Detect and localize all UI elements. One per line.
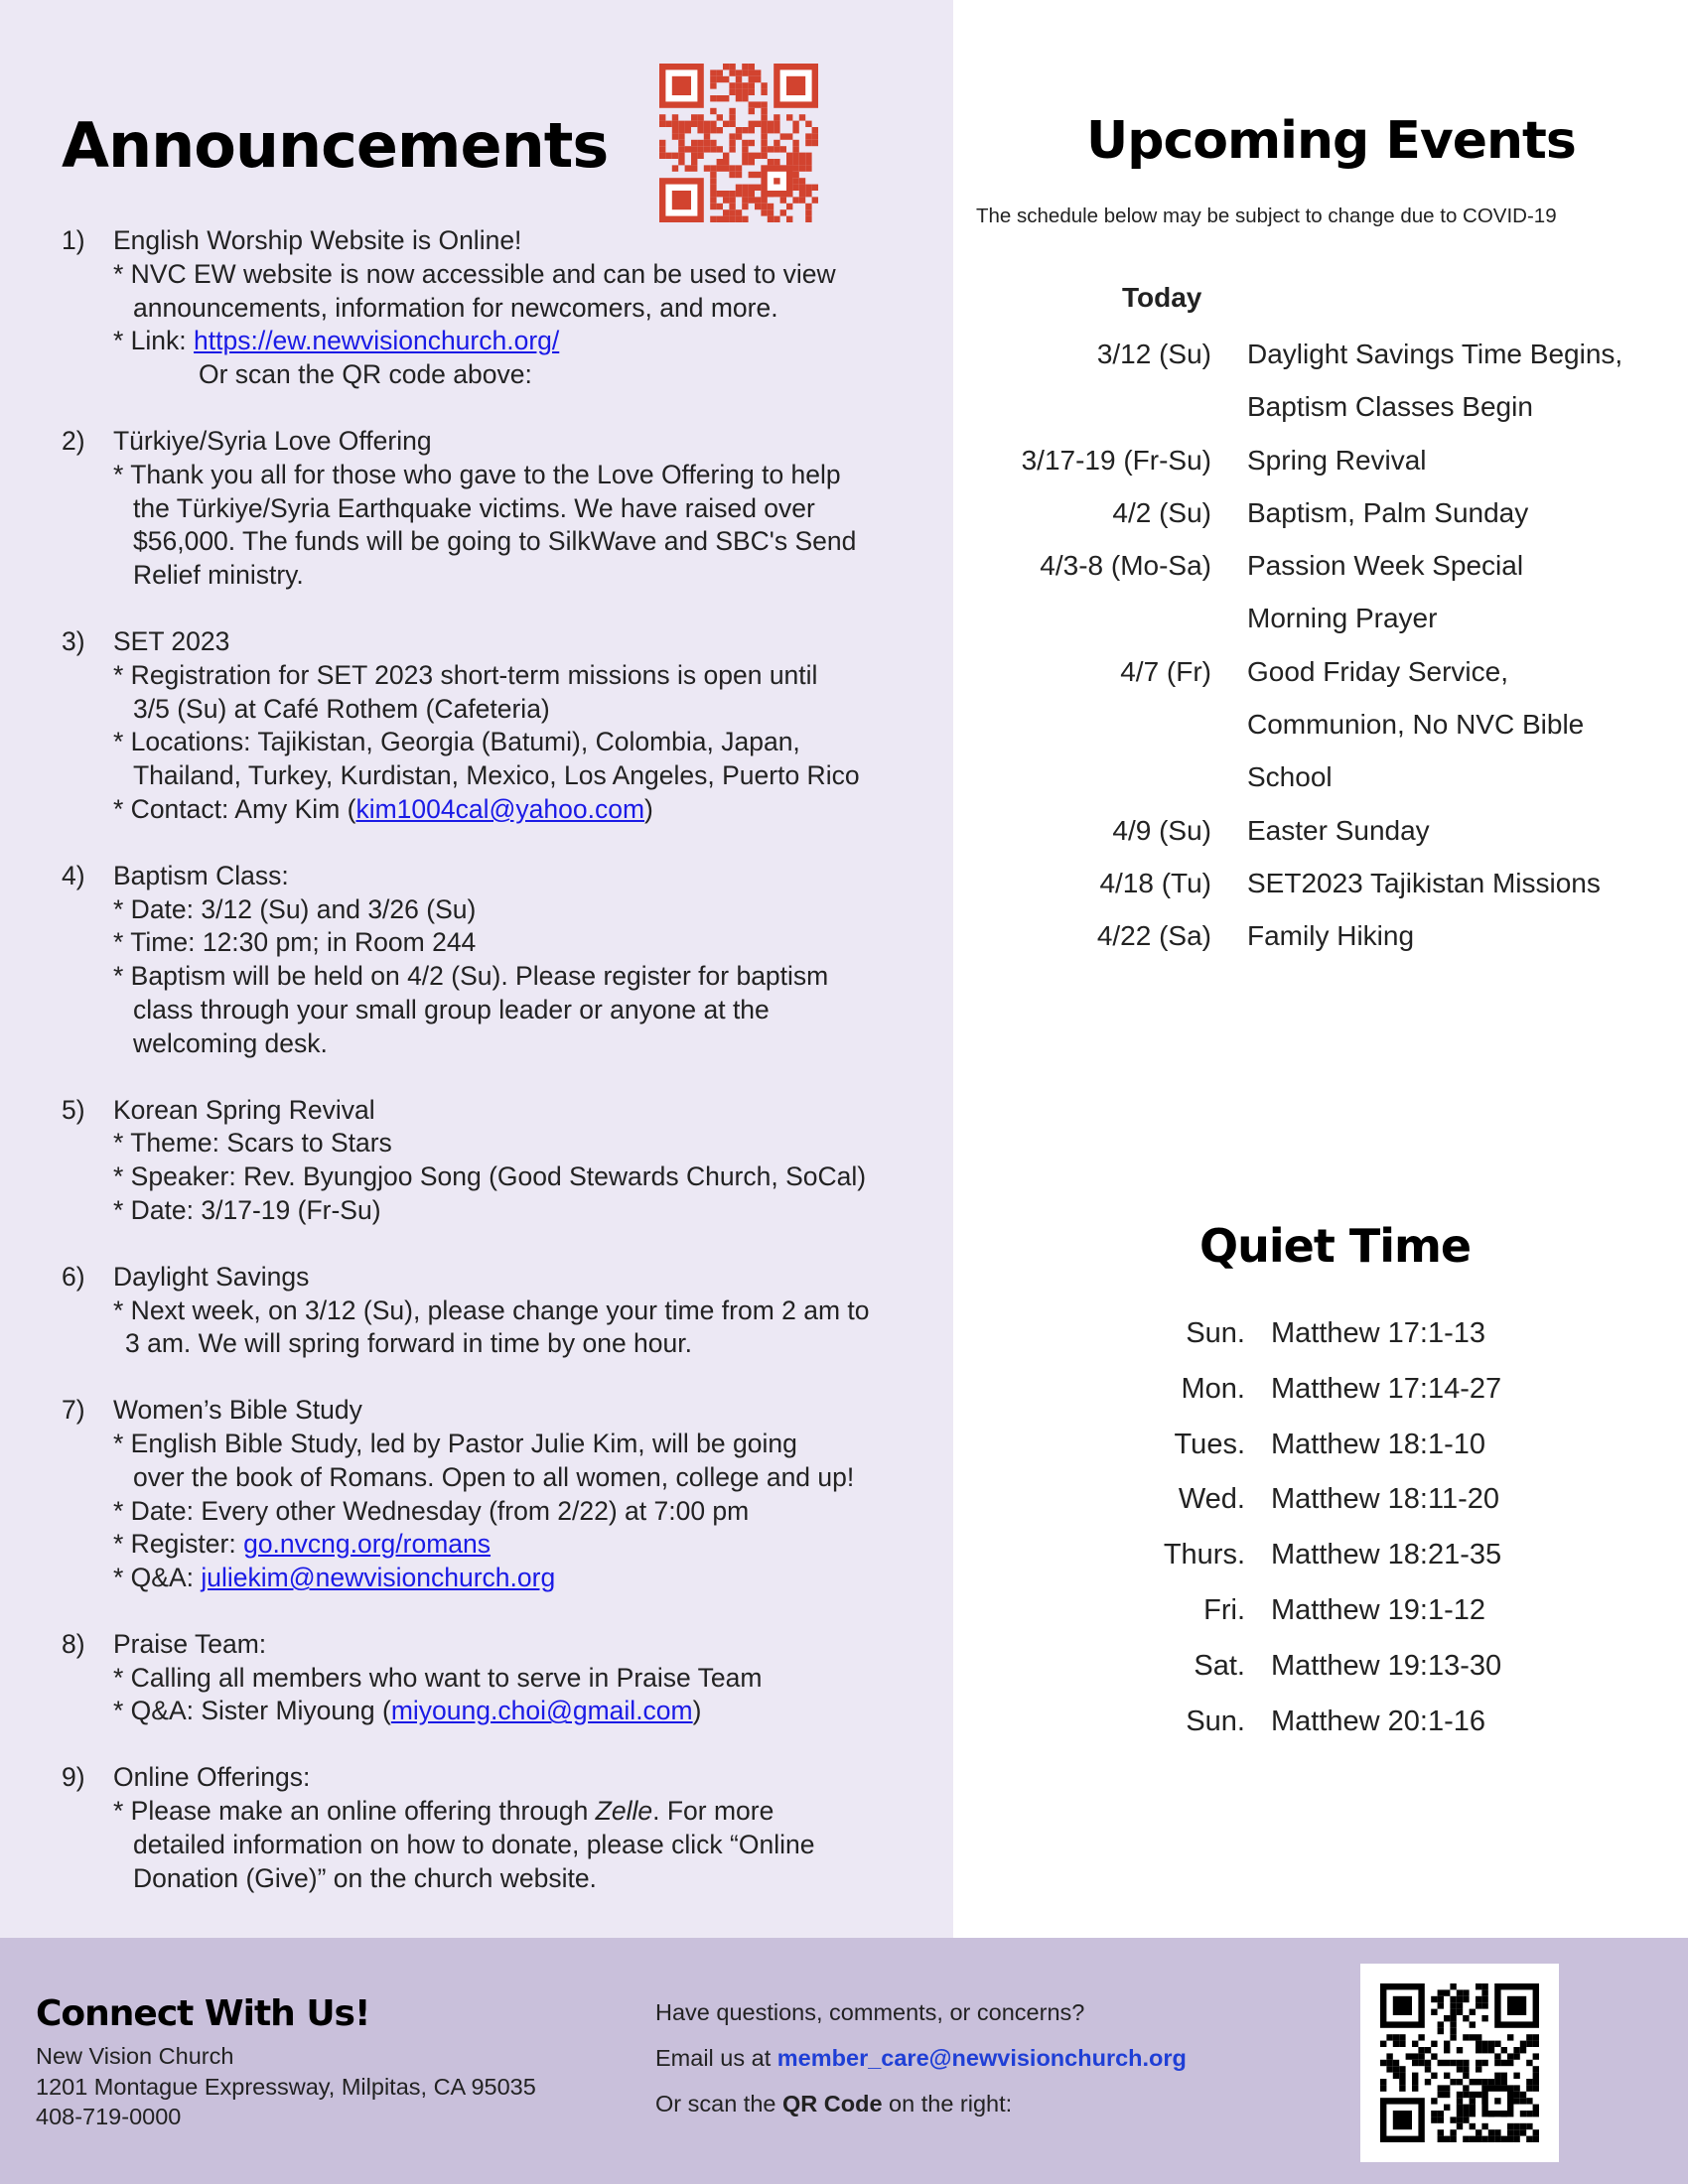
item-text: * Calling all members who want to serve in Praise Team [113,1662,763,1693]
item-text: over the book of Romans. Open to all women, college and up! [133,1461,855,1492]
event-row [973,539,1668,645]
event-description [1247,486,1668,539]
item-text: * Date: Every other Wednesday (from 2/22) at 7:00 pm [113,1495,750,1526]
announcements-list [62,224,935,1928]
event-date: 4/7 (Fr) [1120,655,1211,687]
item-text: * Baptism will be held on 4/2 (Su). Please register for baptism [113,961,829,992]
event-description-line: Daylight Savings Time Begins, [1247,339,1623,369]
quiet-time-title: Quiet Time [1199,1219,1472,1273]
events-note: The schedule below may be subject to change due to COVID-19 [976,205,1557,227]
event-date: 4/18 (Tu) [1099,867,1211,898]
item-text: Or scan the QR code above: [199,359,532,390]
connect-title: Connect With Us! [36,1993,370,2034]
list-item [62,1394,935,1595]
item-text [62,325,935,358]
item-text: the Türkiye/Syria Earthquake victims. We have raised over [133,492,815,523]
item-text: * Date: 3/17-19 (Fr-Su) [113,1194,381,1225]
item-text: * English Bible Study, led by Pastor Julie Kim, will be going [113,1428,797,1458]
zelle-label: Zelle [595,1796,653,1827]
item-text: announcements, information for newcomers, and more. [133,292,778,323]
event-description [1247,909,1668,962]
qr-code-icon[interactable] [659,64,818,222]
quiet-time-day: Mon. [1181,1372,1245,1405]
quiet-time-reference: Matthew 18:1-10 [1271,1428,1486,1460]
event-row [973,804,1668,857]
event-description [1247,434,1668,486]
item-text [62,1795,935,1829]
event-row [973,909,1668,962]
event-date: 3/12 (Su) [1096,339,1211,369]
item-text: detailed information on how to donate, please click “Online [133,1829,815,1859]
list-item [62,425,935,593]
item-text: Donation (Give)” on the church website. [133,1862,597,1893]
item-text: * Date: 3/12 (Su) and 3/26 (Su) [113,893,477,924]
event-row [973,486,1668,539]
church-address: 1201 Montague Expressway, Milpitas, CA 95035 [36,2073,536,2100]
register-link[interactable]: go.nvcng.org/romans [243,1529,492,1560]
event-description-line: SET2023 Tajikistan Missions [1247,867,1601,898]
list-item [62,860,935,1061]
quiet-time-day: Tues. [1174,1428,1245,1460]
item-number: 7) [62,1395,85,1426]
contact-label: * Contact: Amy Kim ( [113,793,356,824]
link-label: * Link: [113,326,195,356]
qa-email-link[interactable]: miyoung.choi@gmail.com [390,1696,693,1726]
questions-text: Have questions, comments, or concerns? [655,1999,1085,2025]
event-date: 4/9 (Su) [1112,814,1211,846]
event-description-line: Morning Prayer [1247,603,1438,634]
item-text: * Time: 12:30 pm; in Room 244 [113,927,477,958]
quiet-time-day: Sun. [1186,1705,1245,1737]
item-number: 9) [62,1762,85,1793]
list-item [62,1628,935,1728]
event-description-line: Communion, No NVC Bible [1247,709,1585,741]
item-text: class through your small group leader or anyone at the [133,994,770,1024]
quiet-time-day: Sun. [1186,1317,1245,1349]
item-number: 4) [62,860,85,890]
event-row [973,857,1668,909]
questions-block [655,1989,1187,2126]
item-text: 3 am. We will spring forward in time by one hour. [125,1328,692,1359]
announcements-title: Announcements [62,109,609,182]
qa-suffix: ) [692,1696,702,1726]
event-description-line: Family Hiking [1247,920,1415,952]
list-item [62,625,935,827]
event-description-line: Spring Revival [1247,444,1427,476]
event-row [973,328,1668,434]
quiet-time-reference: Matthew 18:21-35 [1271,1539,1502,1571]
event-date: 4/22 (Sa) [1096,920,1211,952]
item-text [62,1695,935,1728]
item-text-part: * Please make an online offering through [113,1796,596,1827]
event-description-line: Good Friday Service, [1247,655,1508,687]
item-heading: English Worship Website is Online! [113,225,522,255]
item-number: 2) [62,425,85,456]
contact-email-link[interactable]: kim1004cal@yahoo.com [355,793,645,824]
event-description-line: Baptism Classes Begin [1247,391,1533,423]
qa-email-link[interactable]: juliekim@newvisionchurch.org [201,1563,556,1593]
item-heading: Praise Team: [113,1628,267,1659]
event-description-line: School [1247,761,1333,793]
church-phone: 408-719-0000 [36,2104,182,2129]
event-description [1247,804,1668,857]
scan-text: Or scan the [655,2091,782,2116]
item-text: 3/5 (Su) at Café Rothem (Cafeteria) [133,693,550,724]
item-text: * Theme: Scars to Stars [113,1128,392,1159]
scan-qr-label: QR Code [782,2091,883,2116]
item-heading: Türkiye/Syria Love Offering [113,425,432,456]
today-label: Today [1122,282,1202,313]
event-description [1247,328,1668,434]
item-text [62,1562,935,1595]
item-text: * Locations: Tajikistan, Georgia (Batumi), Colombia, Japan, [113,727,800,757]
item-number: 1) [62,225,85,255]
item-number: 6) [62,1261,85,1292]
event-date: 4/2 (Su) [1112,496,1211,528]
event-description [1247,645,1668,804]
events-title: Upcoming Events [1086,111,1576,171]
item-text: * Speaker: Rev. Byungjoo Song (Good Stewards Church, SoCal) [113,1161,867,1192]
event-description [1247,539,1668,645]
item-text: Thailand, Turkey, Kurdistan, Mexico, Los Angeles, Puerto Rico [133,760,860,791]
item-text: welcoming desk. [133,1027,328,1058]
event-row [973,434,1668,486]
list-item [62,224,935,392]
quiet-time-reference: Matthew 19:1-12 [1271,1593,1486,1626]
item-text [62,1528,935,1562]
qa-label: * Q&A: [113,1563,202,1593]
item-number: 8) [62,1628,85,1659]
item-heading: Baptism Class: [113,860,289,890]
item-heading: Korean Spring Revival [113,1094,375,1125]
qa-label: * Q&A: Sister Miyoung ( [113,1696,391,1726]
item-text-part: . For more [652,1796,774,1827]
quiet-time-reference: Matthew 17:1-13 [1271,1317,1486,1349]
list-item [62,1261,935,1361]
item-text: * NVC EW website is now accessible and can be used to view [113,258,836,289]
event-description-line: Easter Sunday [1247,814,1430,846]
quiet-time-reference: Matthew 19:13-30 [1271,1649,1502,1682]
quiet-time-day: Fri. [1203,1593,1245,1626]
quiet-time-reference: Matthew 18:11-20 [1271,1483,1499,1516]
footer-qr-box [1360,1964,1559,2162]
item-text: $56,000. The funds will be going to SilkWave and SBC's Send [133,526,857,557]
list-item [62,1761,935,1895]
event-description-line: Baptism, Palm Sunday [1247,496,1529,528]
event-description [1247,857,1668,909]
item-heading: Online Offerings: [113,1762,311,1793]
qr-code-icon[interactable] [1380,1983,1539,2142]
events-table [973,328,1668,963]
register-label: * Register: [113,1529,244,1560]
item-number: 5) [62,1094,85,1125]
event-date: 3/17-19 (Fr-Su) [1021,444,1211,476]
email-label: Email us at [655,2045,777,2071]
item-heading: Women’s Bible Study [113,1395,362,1426]
scan-line [655,2081,1187,2126]
event-date: 4/3-8 (Mo-Sa) [1040,550,1211,582]
item-text [62,793,935,827]
member-care-email-link[interactable]: member_care@newvisionchurch.org [776,2045,1187,2071]
quiet-time-day: Wed. [1178,1483,1245,1516]
quiet-time-day: Sat. [1194,1649,1245,1682]
item-heading: Daylight Savings [113,1261,310,1292]
website-link[interactable]: https://ew.newvisionchurch.org/ [194,326,560,356]
church-name: New Vision Church [36,2043,234,2069]
item-text: * Registration for SET 2023 short-term missions is open until [113,659,818,690]
item-number: 3) [62,625,85,656]
event-row [973,645,1668,804]
quiet-time-reference: Matthew 17:14-27 [1271,1372,1502,1405]
item-text: * Thank you all for those who gave to the Love Offering to help [113,459,841,489]
quiet-time-reference: Matthew 20:1-16 [1271,1705,1486,1737]
contact-suffix: ) [644,793,653,824]
quiet-time-day: Thurs. [1163,1539,1245,1571]
item-text: Relief ministry. [133,560,304,591]
church-contact [36,2041,536,2132]
event-description-line: Passion Week Special [1247,550,1524,582]
email-line [655,2035,1187,2081]
list-item [62,1094,935,1228]
item-heading: SET 2023 [113,625,230,656]
item-text: * Next week, on 3/12 (Su), please change your time from 2 am to [113,1295,870,1325]
scan-text: on the right: [882,2091,1013,2116]
